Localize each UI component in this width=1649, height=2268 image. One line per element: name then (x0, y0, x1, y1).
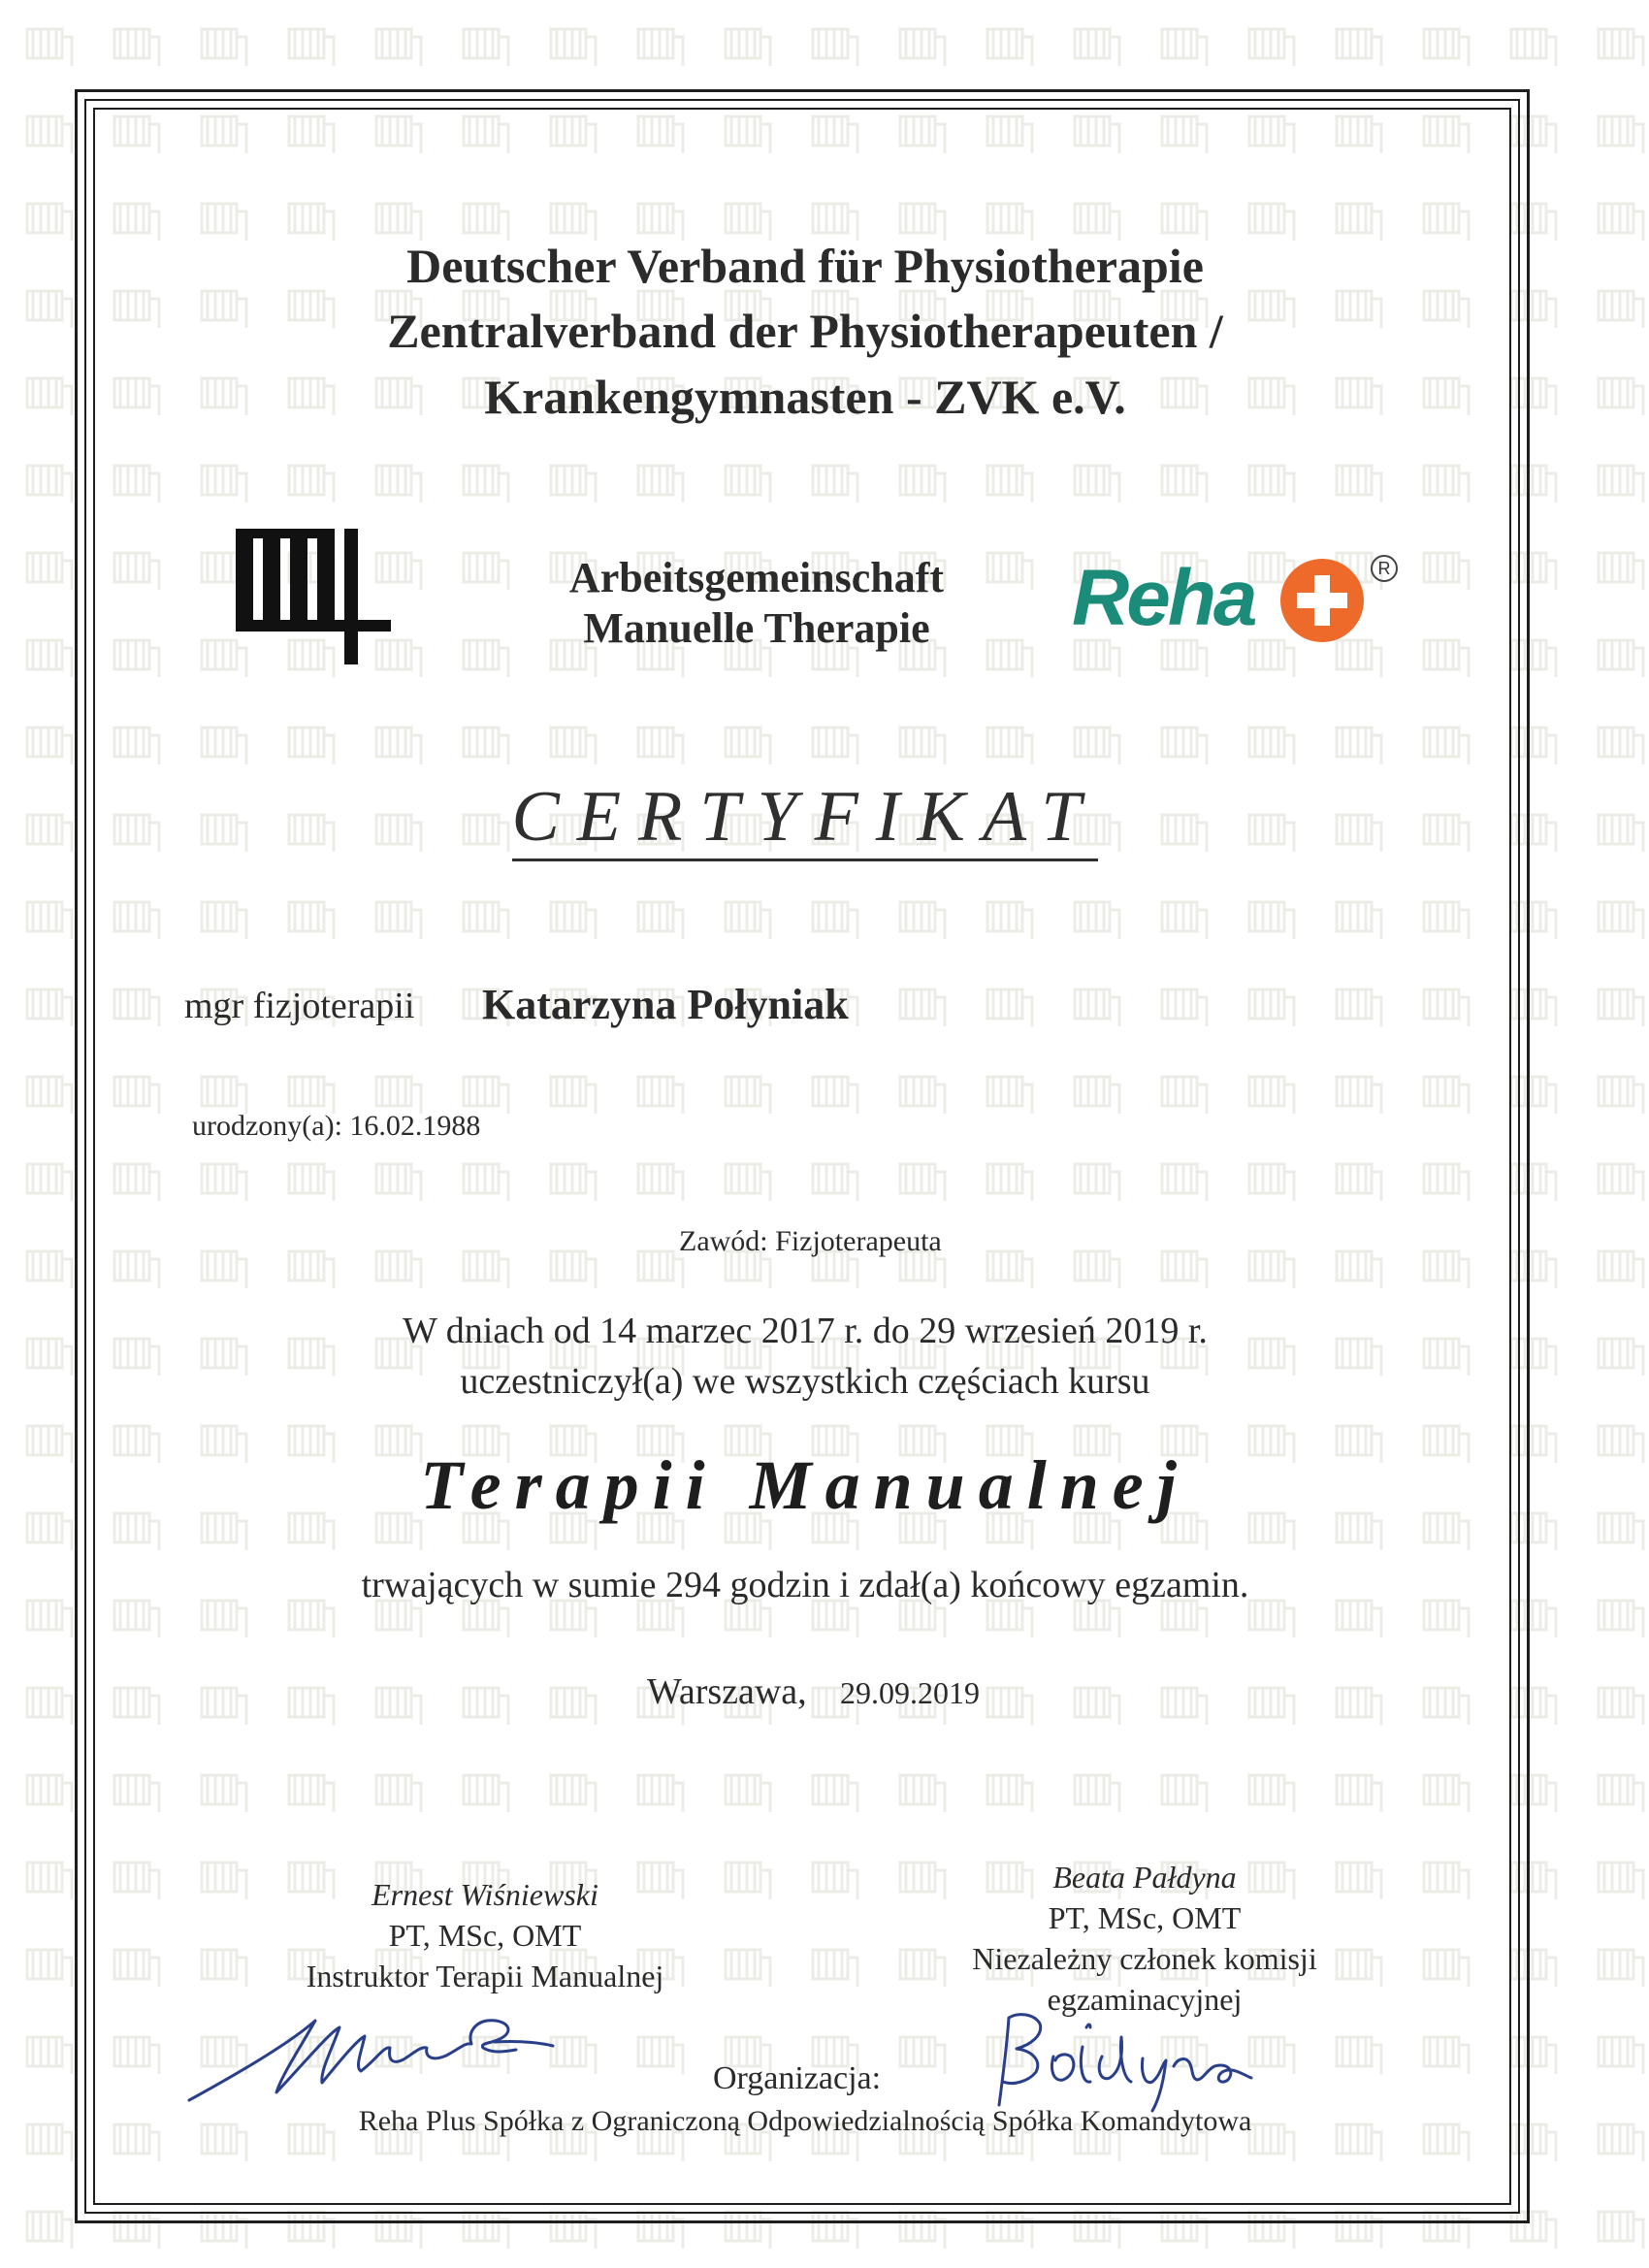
left-signatory-role: Instruktor Terapii Manualnej (306, 1959, 664, 1993)
association-name-line-1: Arbeitsgemeinschaft (568, 554, 945, 601)
left-signatory-name: Ernest Wiśniewski (372, 1877, 598, 1912)
organization-name: Reha Plus Spółka z Ograniczoną Odpowiedzialnością Spółka Komandytowa (358, 2105, 1252, 2137)
left-signature-image (184, 2003, 592, 2110)
plus-icon (1280, 559, 1364, 642)
registered-mark: R (1371, 555, 1398, 582)
profession: Zawód: Fizjoterapeuta (679, 1225, 942, 1257)
recipient-name: Katarzyna Połyniak (482, 981, 849, 1028)
right-signatory-credentials: PT, MSc, OMT (1048, 1900, 1242, 1935)
association-name-line-2: Manuelle Therapie (583, 604, 930, 652)
organization-label: Organizacja: (713, 2060, 882, 2096)
right-signatory-name: Beata Pałdyna (1052, 1860, 1237, 1895)
header-line-2: Zentralverband der Physiotherapeuten / (387, 304, 1223, 358)
certificate-title-text: CERTYFIKAT (512, 777, 1099, 861)
reha-brand-text: Reha (1072, 554, 1255, 642)
hours-statement: trwających w sumie 294 godzin i zdał(a) końcowy egzamin. (361, 1565, 1249, 1605)
right-signatory-role-line-1: Niezależny członek komisji (972, 1941, 1317, 1976)
birth-date: urodzony(a): 16.02.1988 (192, 1110, 481, 1142)
header-line-1: Deutscher Verband für Physiotherapie (406, 239, 1204, 293)
header-line-3: Krankengymnasten - ZVK e.V. (484, 370, 1126, 424)
course-name: Terapii Manualnej (420, 1446, 1190, 1524)
course-dates: W dniach od 14 marzec 2017 r. do 29 wrzesień 2019 r. (403, 1311, 1208, 1351)
degree-label: mgr fizjoterapii (184, 986, 415, 1026)
issue-date: 29.09.2019 (840, 1675, 980, 1710)
right-signature-image (960, 1989, 1271, 2124)
right-signatory-role-line-2: egzaminacyjnej (1047, 1982, 1243, 2017)
left-signatory-credentials: PT, MSc, OMT (388, 1918, 582, 1953)
manual-therapy-logo-icon (236, 529, 391, 664)
certificate-title (0, 776, 1610, 859)
issue-place: Warszawa, (647, 1671, 807, 1712)
participation-statement: uczestniczył(a) we wszystkich częściach kursu (460, 1361, 1150, 1402)
